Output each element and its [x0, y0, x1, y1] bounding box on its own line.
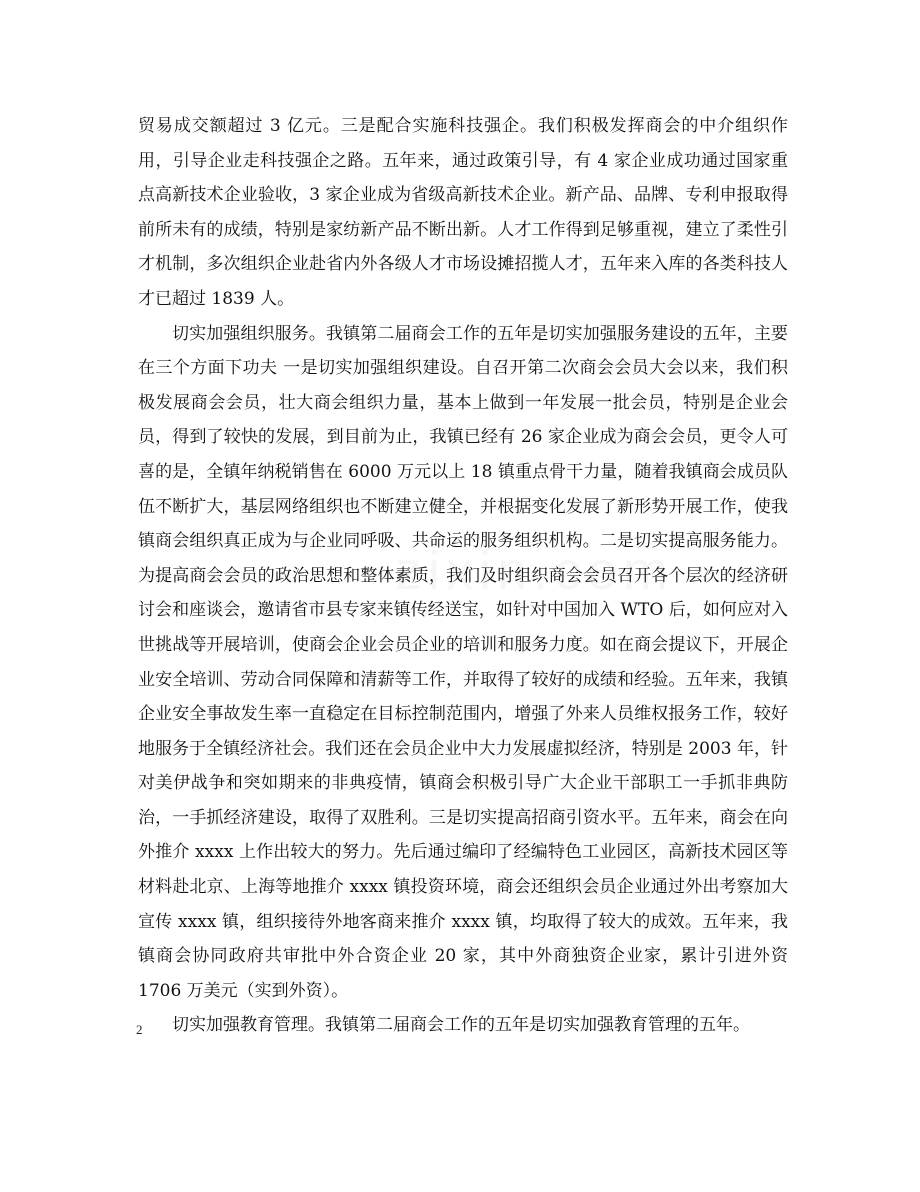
document-body — [138, 109, 788, 1043]
paragraph-1: 贸易成交额超过 3 亿元。三是配合实施科技强企。我们积极发挥商会的中介组织作用，引导企业走科技强企之路。五年来，通过政策引导，有 4 家企业成功通过国家重点高新技术企业验收，3 家企业成为省级高新技术企业。新产品、品牌、专利申报取得前所未有的成绩，特别是家纺新产品不断出新。人才工作得到足够重视，建立了柔性引才机制，多次组织企业赴省内外各级人才市场设摊招揽人才，五年来入库的各类科技人才已超过 1839 人。 — [138, 116, 788, 309]
page-number: 2 — [136, 1022, 143, 1037]
paragraph-3: 切实加强教育管理。我镇第二届商会工作的五年是切实加强教育管理的五年。 — [172, 1015, 750, 1036]
paragraph-2: 切实加强组织服务。我镇第二届商会工作的五年是切实加强服务建设的五年，主要在三个方面下功夫 一是切实加强组织建设。自召开第二次商会会员大会以来，我们积极发展商会会员，壮大商会组织力量，基本上做到一年发展一批会员，特别是企业会员，得到了较快的发展，到目前为止，我镇已经有 26 家企业成为商会会员，更令人可喜的是，全镇年纳税销售在 6000 万元以上 18 镇重点骨干力量，随着我镇商会成员队伍不断扩大，基层网络组织也不断建立健全，并根据变化发展了新形势开展工作，使我镇商会组织真正成为与企业同呼吸、共命运的服务组织机构。二是切实提高服务能力。为提高商会会员的政治思想和整体素质，我们及时组织商会会员召开各个层次的经济研讨会和座谈会，邀请省市县专家来镇传经送宝，如针对中国加入 WTO 后，如何应对入世挑战等开展培训，使商会企业会员企业的培训和服务力度。如在商会提议下，开展企业安全培训、劳动合同保障和清薪等工作，并取得了较好的成绩和经验。五年来，我镇企业安全事故发生率一直稳定在目标控制范围内，增强了外来人员维权报务工作，较好地服务于全镇经济社会。我们还在会员企业中大力发展虚拟经济，特别是 2003 年，针对美伊战争和突如期来的非典疫情，镇商会积极引导广大企业干部职工一手抓非典防治，一手抓经济建设，取得了双胜利。三是切实提高招商引资水平。五年来，商会在向外推介 xxxx 上作出较大的努力。先后通过编印了经编特色工业园区，高新技术园区等材料赴北京、上海等地推介 xxxx 镇投资环境，商会还组织会员企业通过外出考察加大宣传 xxxx 镇，组织接待外地客商来推介 xxxx 镇，均取得了较大的成效。五年来，我镇商会协同政府共审批中外合资企业 20 家，其中外商独资企业家，累计引进外资 1706 万美元（实到外资）。 — [138, 323, 788, 1001]
